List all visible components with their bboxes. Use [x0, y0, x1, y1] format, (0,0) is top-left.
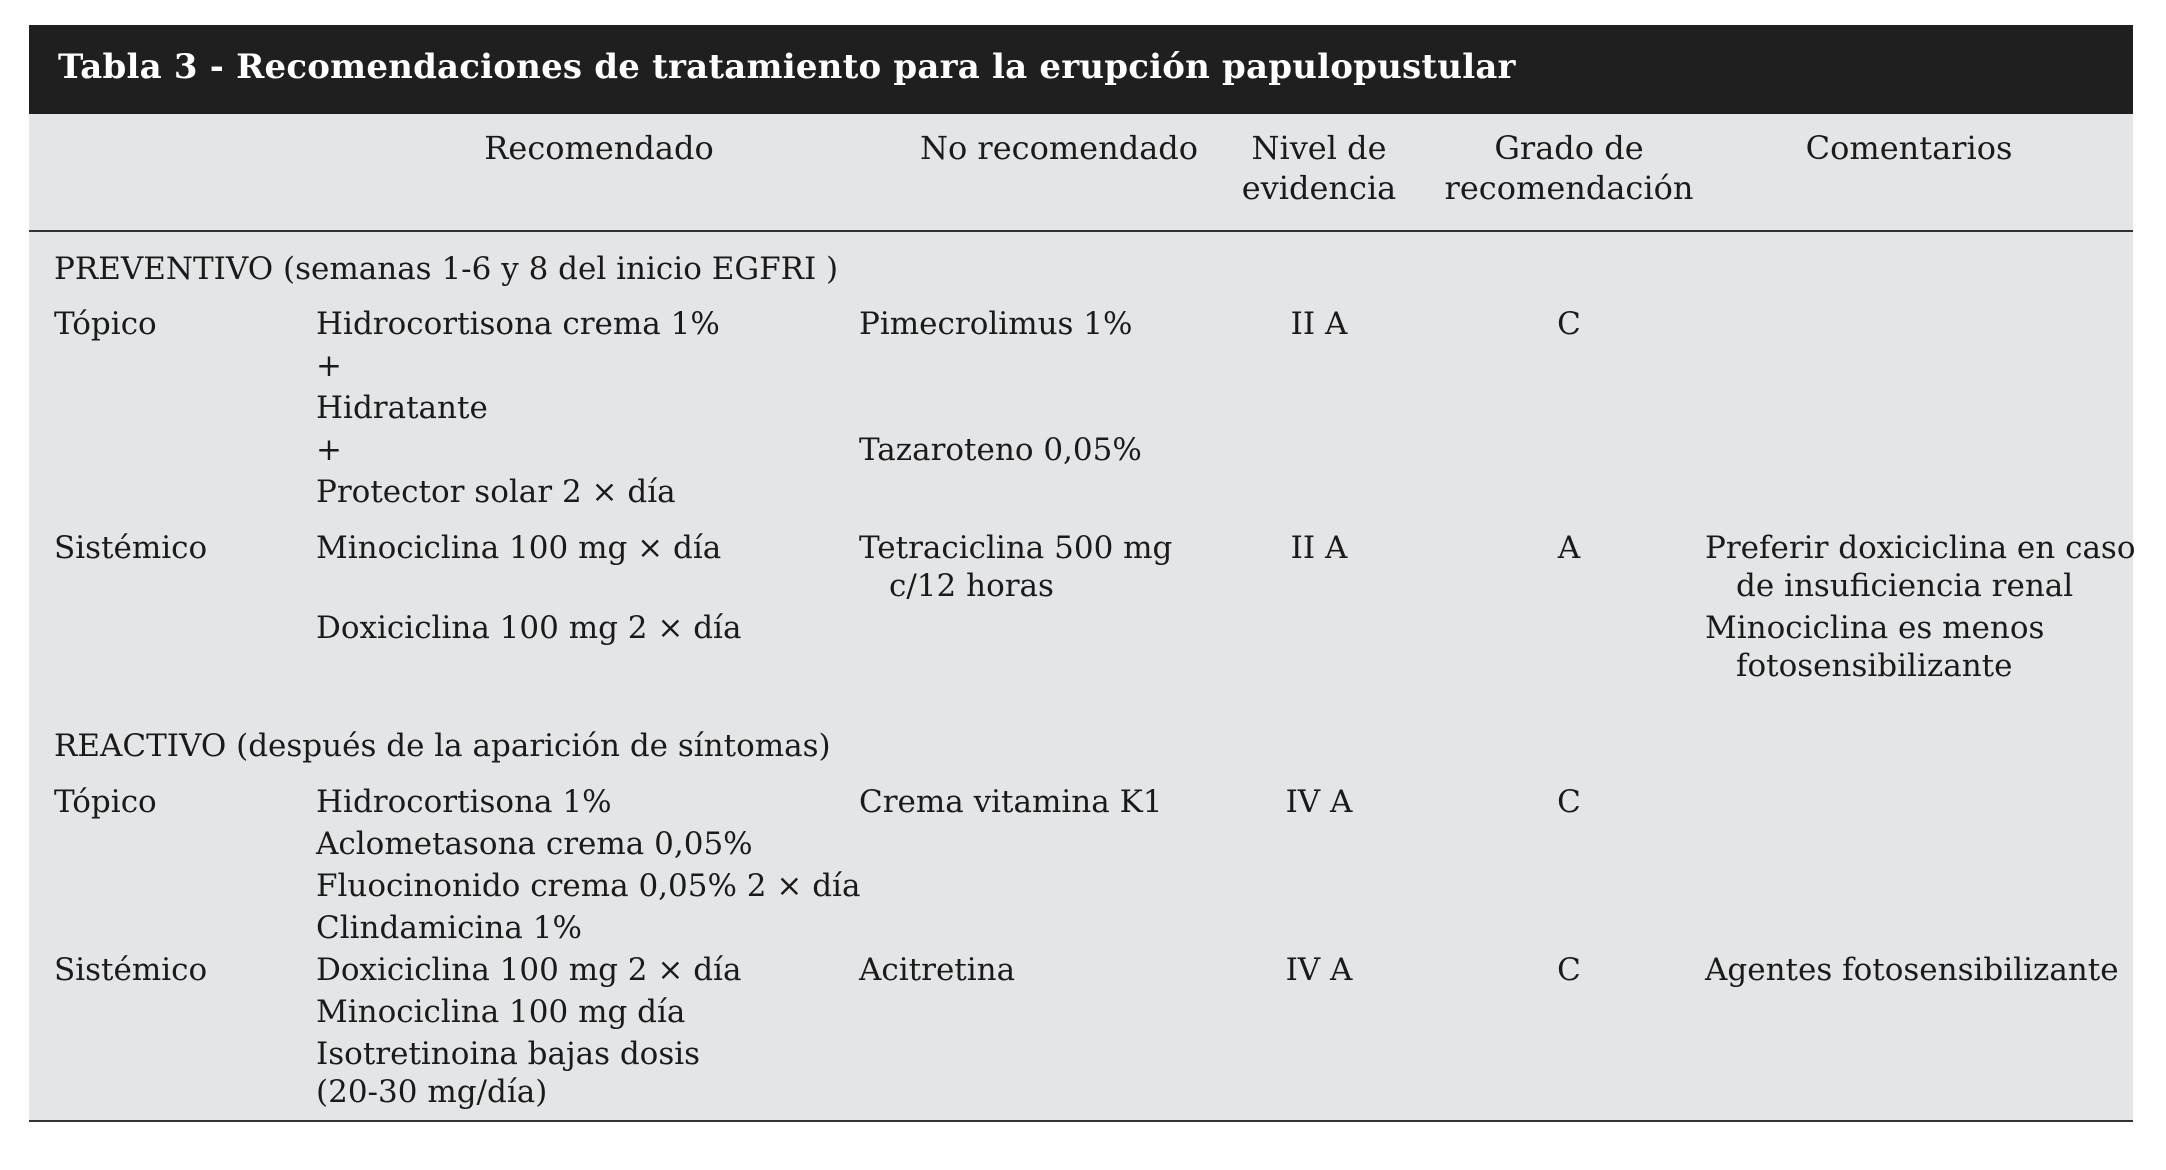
reactive-topical-rec-3: Fluocinonido crema 0,05% 2 × día — [316, 868, 861, 904]
preventive-systemic-rec-2: Doxiciclina 100 mg 2 × día — [316, 610, 742, 646]
table-title: Tabla 3 - Recomendaciones de tratamiento para la erupción papulopustular — [58, 47, 1516, 87]
preventive-comment-2-line1: Minociclina es menos — [1705, 610, 2045, 646]
header-grade-line1: Grado de — [1494, 129, 1644, 167]
table-body — [29, 114, 2136, 1122]
preventive-systemic-grade: A — [1557, 530, 1581, 566]
reactive-topical-rec-4: Clindamicina 1% — [316, 910, 582, 946]
reactive-systemic-rec-1: Doxiciclina 100 mg 2 × día — [316, 952, 742, 988]
preventive-systemic-evidence: II A — [1290, 530, 1348, 566]
reactive-topical-grade: C — [1557, 784, 1581, 820]
preventive-comment-2-line2: fotosensibilizante — [1736, 648, 2013, 684]
reactive-topical-evidence: IV A — [1285, 784, 1353, 820]
reactive-systemic-comment: Agentes fotosensibilizante — [1705, 952, 2119, 988]
preventive-systemic-notrec-line2: c/12 horas — [889, 568, 1054, 604]
header-recommended: Recomendado — [484, 129, 714, 167]
reactive-systemic-rec-3: Isotretinoina bajas dosis — [316, 1036, 701, 1072]
header-evidence — [1219, 128, 1419, 208]
reactive-systemic-grade: C — [1557, 952, 1581, 988]
reactive-systemic-notrec: Acitretina — [859, 952, 1016, 988]
section-preventive: PREVENTIVO (semanas 1-6 y 8 del inicio EGFRI ) — [54, 251, 839, 287]
preventive-topical-notrec-2: Tazaroteno 0,05% — [859, 432, 1142, 468]
reactive-topical-rec-2: Aclometasona crema 0,05% — [316, 826, 753, 862]
preventive-comment-1-line1: Preferir doxiciclina en caso — [1705, 530, 2136, 566]
header-grade-line2: recomendación — [1444, 169, 1694, 207]
preventive-systemic-label: Sistémico — [54, 530, 208, 566]
preventive-topical-rec-2: + — [316, 348, 342, 384]
reactive-systemic-label: Sistémico — [54, 952, 208, 988]
header-not-recommended: No recomendado — [919, 129, 1199, 167]
header-grade — [1419, 128, 1719, 208]
preventive-comment-1-line2: de insuficiencia renal — [1736, 568, 2074, 604]
section-reactive: REACTIVO (después de la aparición de síntomas) — [54, 728, 831, 764]
reactive-topical-notrec: Crema vitamina K1 — [859, 784, 1163, 820]
preventive-topical-label: Tópico — [54, 306, 157, 342]
table-title-bar — [29, 25, 2133, 114]
preventive-systemic-notrec-line1: Tetraciclina 500 mg — [859, 530, 1173, 566]
reactive-systemic-evidence: IV A — [1285, 952, 1353, 988]
table-bottom-rule — [29, 1120, 2133, 1122]
preventive-topical-rec-1: Hidrocortisona crema 1% — [316, 306, 720, 342]
reactive-systemic-rec-4: (20-30 mg/día) — [316, 1074, 548, 1110]
preventive-topical-notrec-1: Pimecrolimus 1% — [859, 306, 1133, 342]
header-row — [29, 114, 2133, 232]
preventive-topical-grade: C — [1557, 306, 1581, 342]
preventive-topical-rec-5: Protector solar 2 × día — [316, 474, 676, 510]
preventive-topical-rec-3: Hidratante — [316, 390, 488, 426]
preventive-topical-evidence: II A — [1290, 306, 1348, 342]
preventive-topical-rec-4: + — [316, 432, 342, 468]
header-comments: Comentarios — [1805, 129, 2013, 167]
reactive-systemic-rec-2: Minociclina 100 mg día — [316, 994, 686, 1030]
header-evidence-line2: evidencia — [1241, 169, 1397, 207]
preventive-systemic-rec-1: Minociclina 100 mg × día — [316, 530, 722, 566]
reactive-topical-rec-1: Hidrocortisona 1% — [316, 784, 612, 820]
treatment-table — [29, 25, 2136, 1122]
reactive-topical-label: Tópico — [54, 784, 157, 820]
header-evidence-line1: Nivel de — [1251, 129, 1387, 167]
